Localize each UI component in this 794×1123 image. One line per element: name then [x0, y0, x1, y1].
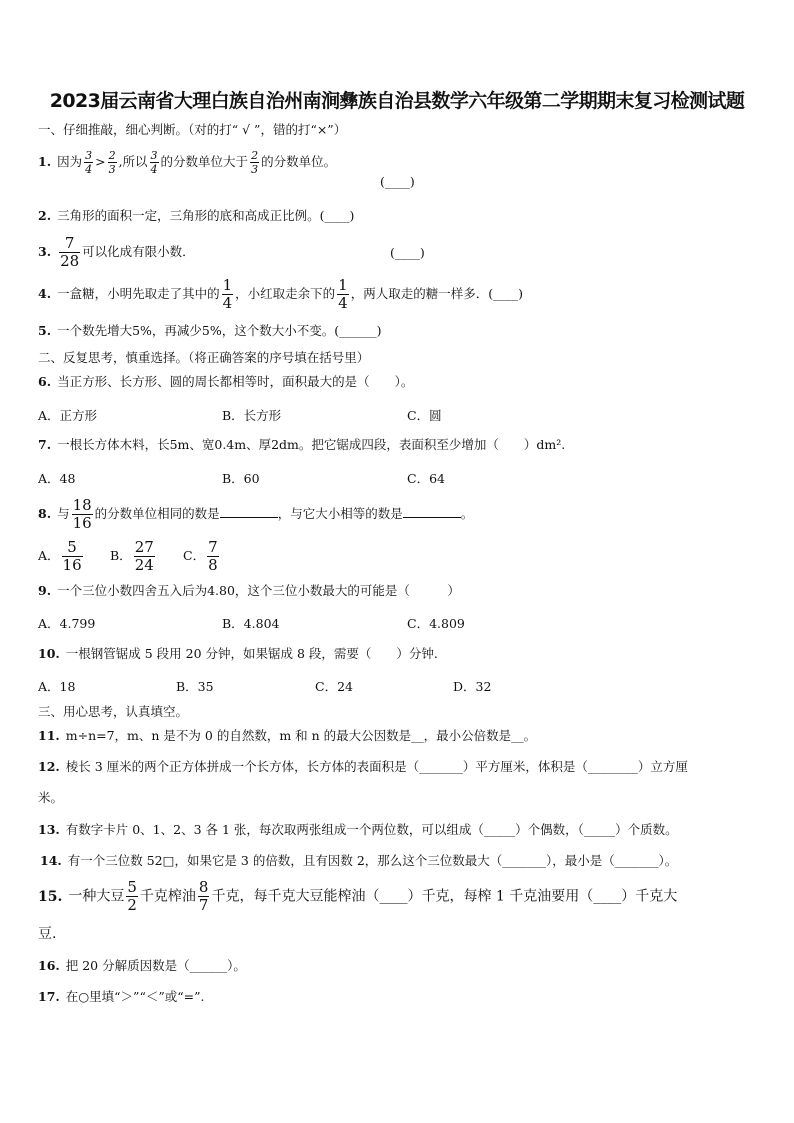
question-1: 1. 因为 $\frac{3}{4}$ > $\frac{2}{3}$ ,所以 $\frac{3}{4}$ 的分数单位大于 $\frac{2}{3}$ 的分数单位。 — [38, 149, 337, 176]
option-a[interactable]: A．正方形 — [38, 408, 98, 423]
answer-paren-4[interactable]: (____) — [488, 286, 523, 301]
fraction: $\frac{5}{2}$ — [127, 878, 137, 914]
question-14: 14. 有一个三位数 52□，如果它是 3 的倍数，且有因数 2，那么这个三位数最大（_______），最小是（_______）。 — [40, 853, 678, 868]
question-13: 13. 有数字卡片 0、1、2、3 各 1 张，每次取两张组成一个两位数，可以组成（_____）个偶数，（_____）个质数。 — [38, 822, 678, 837]
fraction: $\frac{8}{7}$ — [198, 878, 209, 914]
question-5: 5. 一个数先增大5%，再减少5%，这个数大小不变。(______) — [38, 323, 382, 338]
answer-paren-3[interactable]: (____) — [390, 245, 425, 260]
question-15-continued: 豆. — [38, 926, 57, 942]
question-8: 8. 与 $\frac{18}{16}$ 的分数单位相同的数是 ，与它大小相等的数是 。 — [38, 496, 474, 532]
question-15: 15. 一种大豆 $\frac{5}{2}$ 千克榨油 $\frac{8}{7}$ 千克，每千克大豆能榨油（____）千克，每榨 1 千克油要用（____）千克大 — [38, 878, 678, 914]
option-a[interactable]: A．4.799 — [38, 616, 96, 631]
question-2: 2. 三角形的面积一定，三角形的底和高成正比例。(____) — [38, 208, 355, 223]
option-b[interactable]: B．4.804 — [222, 616, 280, 631]
fraction: $\frac{7}{28}$ — [60, 234, 80, 270]
answer-paren-5[interactable]: (______) — [334, 323, 382, 338]
fraction: $\frac{5}{16}$ — [62, 538, 82, 574]
question-11: 11. m÷n=7，m、n 是不为 0 的自然数，m 和 n 的最大公因数是__，最小公倍数是__。 — [38, 728, 537, 743]
answer-paren-2[interactable]: (____) — [319, 208, 355, 223]
option-c[interactable]: C．4.809 — [407, 616, 465, 631]
fraction: $\frac{2}{3}$ — [108, 149, 116, 176]
fraction: $\frac{3}{4}$ — [85, 149, 93, 176]
question-7: 7. 一根长方体木料，长5m、宽0.4m、厚2dm。把它锯成四段，表面积至少增加（ ）dm². — [38, 437, 566, 452]
section-3-heading: 三、用心思考，认真填空。 — [38, 704, 189, 719]
fraction: $\frac{27}{24}$ — [134, 538, 154, 574]
question-10: 10. 一根钢管锯成 5 段用 20 分钟，如果锯成 8 段，需要（ ）分钟. — [38, 646, 438, 661]
fraction: $\frac{1}{4}$ — [222, 276, 233, 312]
question-12-continued: 米。 — [38, 790, 64, 805]
section-2-heading: 二、反复思考，慎重选择。（将正确答案的序号填在括号里） — [38, 350, 370, 365]
fraction: $\frac{1}{4}$ — [338, 276, 348, 312]
option-a[interactable]: A．48 — [38, 471, 76, 486]
section-1-heading: 一、仔细推敲，细心判断。（对的打“ √ ”，错的打“×”） — [38, 122, 347, 137]
option-c[interactable]: C． $\frac{7}{8}$ — [183, 538, 218, 574]
option-b[interactable]: B．长方形 — [222, 408, 282, 423]
question-17: 17. 在○里填“＞”“＜”或“=”. — [38, 989, 205, 1004]
option-c[interactable]: C．24 — [315, 679, 353, 694]
answer-paren-1[interactable]: (____) — [380, 174, 415, 189]
option-b[interactable]: B．35 — [176, 679, 214, 694]
fraction: $\frac{7}{8}$ — [208, 538, 218, 574]
question-9: 9. 一个三位小数四舍五入后为4.80，这个三位小数最大的可能是（ ） — [38, 583, 460, 598]
question-3: 3. $\frac{7}{28}$ 可以化成有限小数． — [38, 234, 195, 270]
answer-blank[interactable] — [403, 505, 461, 518]
question-16: 16. 把 20 分解质因数是（______）。 — [38, 958, 246, 973]
question-number: 1. — [38, 154, 52, 169]
question-4: 4. 一盒糖，小明先取走了其中的 $\frac{1}{4}$ ，小红取走余下的 $\frac{1}{4}$ ，两人取走的糖一样多．(____) — [38, 276, 523, 312]
option-b[interactable]: B．60 — [222, 471, 260, 486]
question-6: 6. 当正方形、长方形、圆的周长都相等时，面积最大的是（ ）。 — [38, 374, 414, 389]
page-title: 2023届云南省大理白族自治州南涧彝族自治县数学六年级第二学期期末复习检测试题 — [49, 90, 745, 112]
option-c[interactable]: C．圆 — [407, 408, 442, 423]
fraction: $\frac{3}{4}$ — [150, 149, 158, 176]
option-c[interactable]: C．64 — [407, 471, 445, 486]
option-b[interactable]: B． $\frac{27}{24}$ — [110, 538, 154, 574]
question-12: 12. 棱长 3 厘米的两个正方体拼成一个长方体，长方体的表面积是（_______）平方厘米，体积是（________）立方厘 — [38, 759, 688, 774]
answer-blank[interactable] — [220, 505, 278, 518]
option-a[interactable]: A． $\frac{5}{16}$ — [38, 538, 82, 574]
option-d[interactable]: D．32 — [453, 679, 492, 694]
fraction: $\frac{2}{3}$ — [251, 149, 259, 176]
fraction: $\frac{18}{16}$ — [72, 496, 92, 532]
option-a[interactable]: A．18 — [38, 679, 76, 694]
